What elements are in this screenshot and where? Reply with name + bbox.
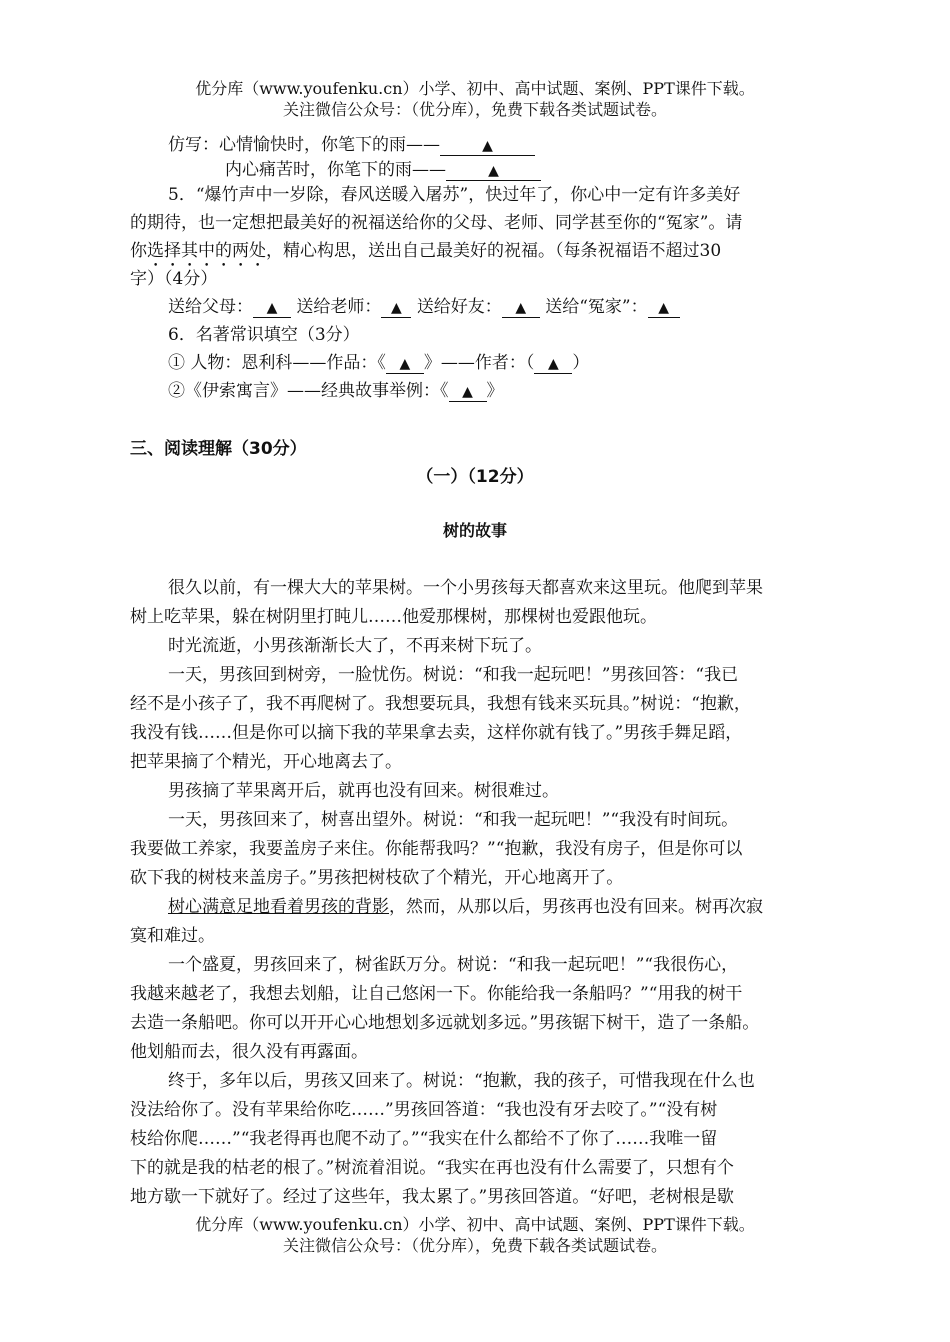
story-line: 我没有钱……但是你可以摘下我的苹果拿去卖，这样你就有钱了。”男孩手舞足蹈，: [130, 723, 743, 743]
story-line: 树心满意足地看着男孩的背影，然而，从那以后，男孩再也没有回来。树再次寂: [168, 897, 763, 917]
page-header: [0, 78, 950, 120]
story-line: 没法给你了。没有苹果给你吃……”男孩回答道：“我也没有牙去咬了。”“没有树: [130, 1100, 718, 1120]
story-line: 把苹果摘了个精光，开心地离去了。: [130, 752, 402, 772]
q5-line-4: 字）（4分）: [130, 269, 218, 289]
footer-line-1: 优分库（www.youfenku.cn）小学、初中、高中试题、案例、PPT课件下载。: [195, 1215, 755, 1234]
story-title: 树的故事: [442, 521, 507, 540]
author-blank[interactable]: ▲: [534, 354, 572, 374]
answer-blank[interactable]: ▲: [440, 136, 535, 156]
underlined-sentence: 树心满意足地看着男孩的背影: [168, 897, 389, 917]
q5-blessings: 送给父母： ▲ 送给老师： ▲ 送给好友： ▲ 送给“冤家”： ▲: [168, 292, 888, 318]
story-line: 砍下我的树枝来盖房子。”男孩把树枝砍了个精光，开心地离开了。: [130, 868, 624, 888]
teacher-blank[interactable]: ▲: [381, 298, 411, 318]
story-line: 时光流逝，小男孩渐渐长大了，不再来树下玩了。: [168, 636, 542, 656]
story-line: 终于，多年以后，男孩又回来了。树说：“抱歉，我的孩子，可惜我现在什么也: [168, 1071, 755, 1091]
imitation-line-1: 仿写：心情愉快时，你笔下的雨—— ▲: [168, 130, 888, 156]
answer-blank[interactable]: ▲: [446, 161, 541, 181]
q6-title: 6．名著常识填空（3分）: [168, 325, 360, 345]
footer-line-2: 关注微信公众号：（优分库），免费下载各类试题试卷。: [282, 1236, 667, 1255]
story-line: 他划船而去，很久没有再露面。: [130, 1042, 368, 1062]
story-line: 我越来越老了，我想去划船，让自己悠闲一下。你能给我一条船吗？”“用我的树干: [130, 984, 743, 1004]
story-line: 枝给你爬……”“我老得再也爬不动了。”“我实在什么都给不了你了……我唯一留: [130, 1129, 718, 1149]
section-heading: 三、阅读理解（30分）: [130, 439, 307, 459]
story-line: 一天，男孩回来了，树喜出望外。树说：“和我一起玩吧！”“我没有时间玩。: [168, 810, 739, 830]
story-line: 地方歇一下就好了。经过了这些年，我太累了。”男孩回答道。“好吧，老树根是歇: [130, 1187, 734, 1207]
q5-line-3: 你选择其中的两处，精心构思，送出自己最美好的祝福。（每条祝福语不超过30: [130, 241, 722, 261]
story-line: 经不是小孩子了，我不再爬树了。我想要玩具，我想有钱来买玩具。”树说：“抱歉，: [130, 694, 751, 714]
q6-item-1: ① 人物：恩利科——作品：《 ▲ 》——作者：（ ▲ ）: [168, 353, 590, 373]
story-line: 一天，男孩回到树旁，一脸忧伤。树说：“和我一起玩吧！”男孩回答：“我已: [168, 665, 739, 685]
part-heading: （一）（12分）: [416, 467, 534, 487]
friend-blank[interactable]: ▲: [502, 298, 540, 318]
story-line: 男孩摘了苹果离开后，就再也没有回来。树很难过。: [168, 781, 559, 801]
q6-item-2: ②《伊索寓言》——经典故事举例：《 ▲ 》: [168, 381, 504, 401]
story-blank[interactable]: ▲: [449, 382, 487, 402]
parents-blank[interactable]: ▲: [253, 298, 291, 318]
q5-line-2: 的期待，也一定想把最美好的祝福送给你的父母、老师、同学甚至你的“冤家”。请: [130, 213, 743, 233]
story-line: 我要做工养家，我要盖房子来住。你能帮我吗？”“抱歉，我没有房子，但是你可以: [130, 839, 743, 859]
story-line: 去造一条船吧。你可以开开心心地想划多远就划多远。”男孩锯下树干，造了一条船。: [130, 1013, 760, 1033]
story-line: 很久以前，有一棵大大的苹果树。一个小男孩每天都喜欢来这里玩。他爬到苹果: [168, 578, 763, 598]
emphasis-text: 选择其中的两处: [147, 241, 266, 261]
story-line: 树上吃苹果，躲在树阴里打盹儿……他爱那棵树，那棵树也爱跟他玩。: [130, 607, 657, 627]
rival-blank[interactable]: ▲: [648, 298, 680, 318]
work-blank[interactable]: ▲: [386, 354, 424, 374]
story-line: 寞和难过。: [130, 926, 215, 946]
story-line: 一个盛夏，男孩回来了，树雀跃万分。树说：“和我一起玩吧！”“我很伤心，: [168, 955, 739, 975]
imitation-line-2: 内心痛苦时，你笔下的雨—— ▲: [225, 155, 945, 181]
story-line: 下的就是我的枯老的根了。”树流着泪说。“我实在再也没有什么需要了，只想有个: [130, 1158, 734, 1178]
header-line-2: 关注微信公众号：（优分库），免费下载各类试题试卷。: [282, 100, 667, 119]
q5-line-1: 5．“爆竹声中一岁除，春风送暖入屠苏”，快过年了，你心中一定有许多美好: [168, 185, 741, 205]
header-line-1: 优分库（www.youfenku.cn）小学、初中、高中试题、案例、PPT课件下载。: [195, 79, 755, 98]
page-footer: [0, 1214, 950, 1256]
